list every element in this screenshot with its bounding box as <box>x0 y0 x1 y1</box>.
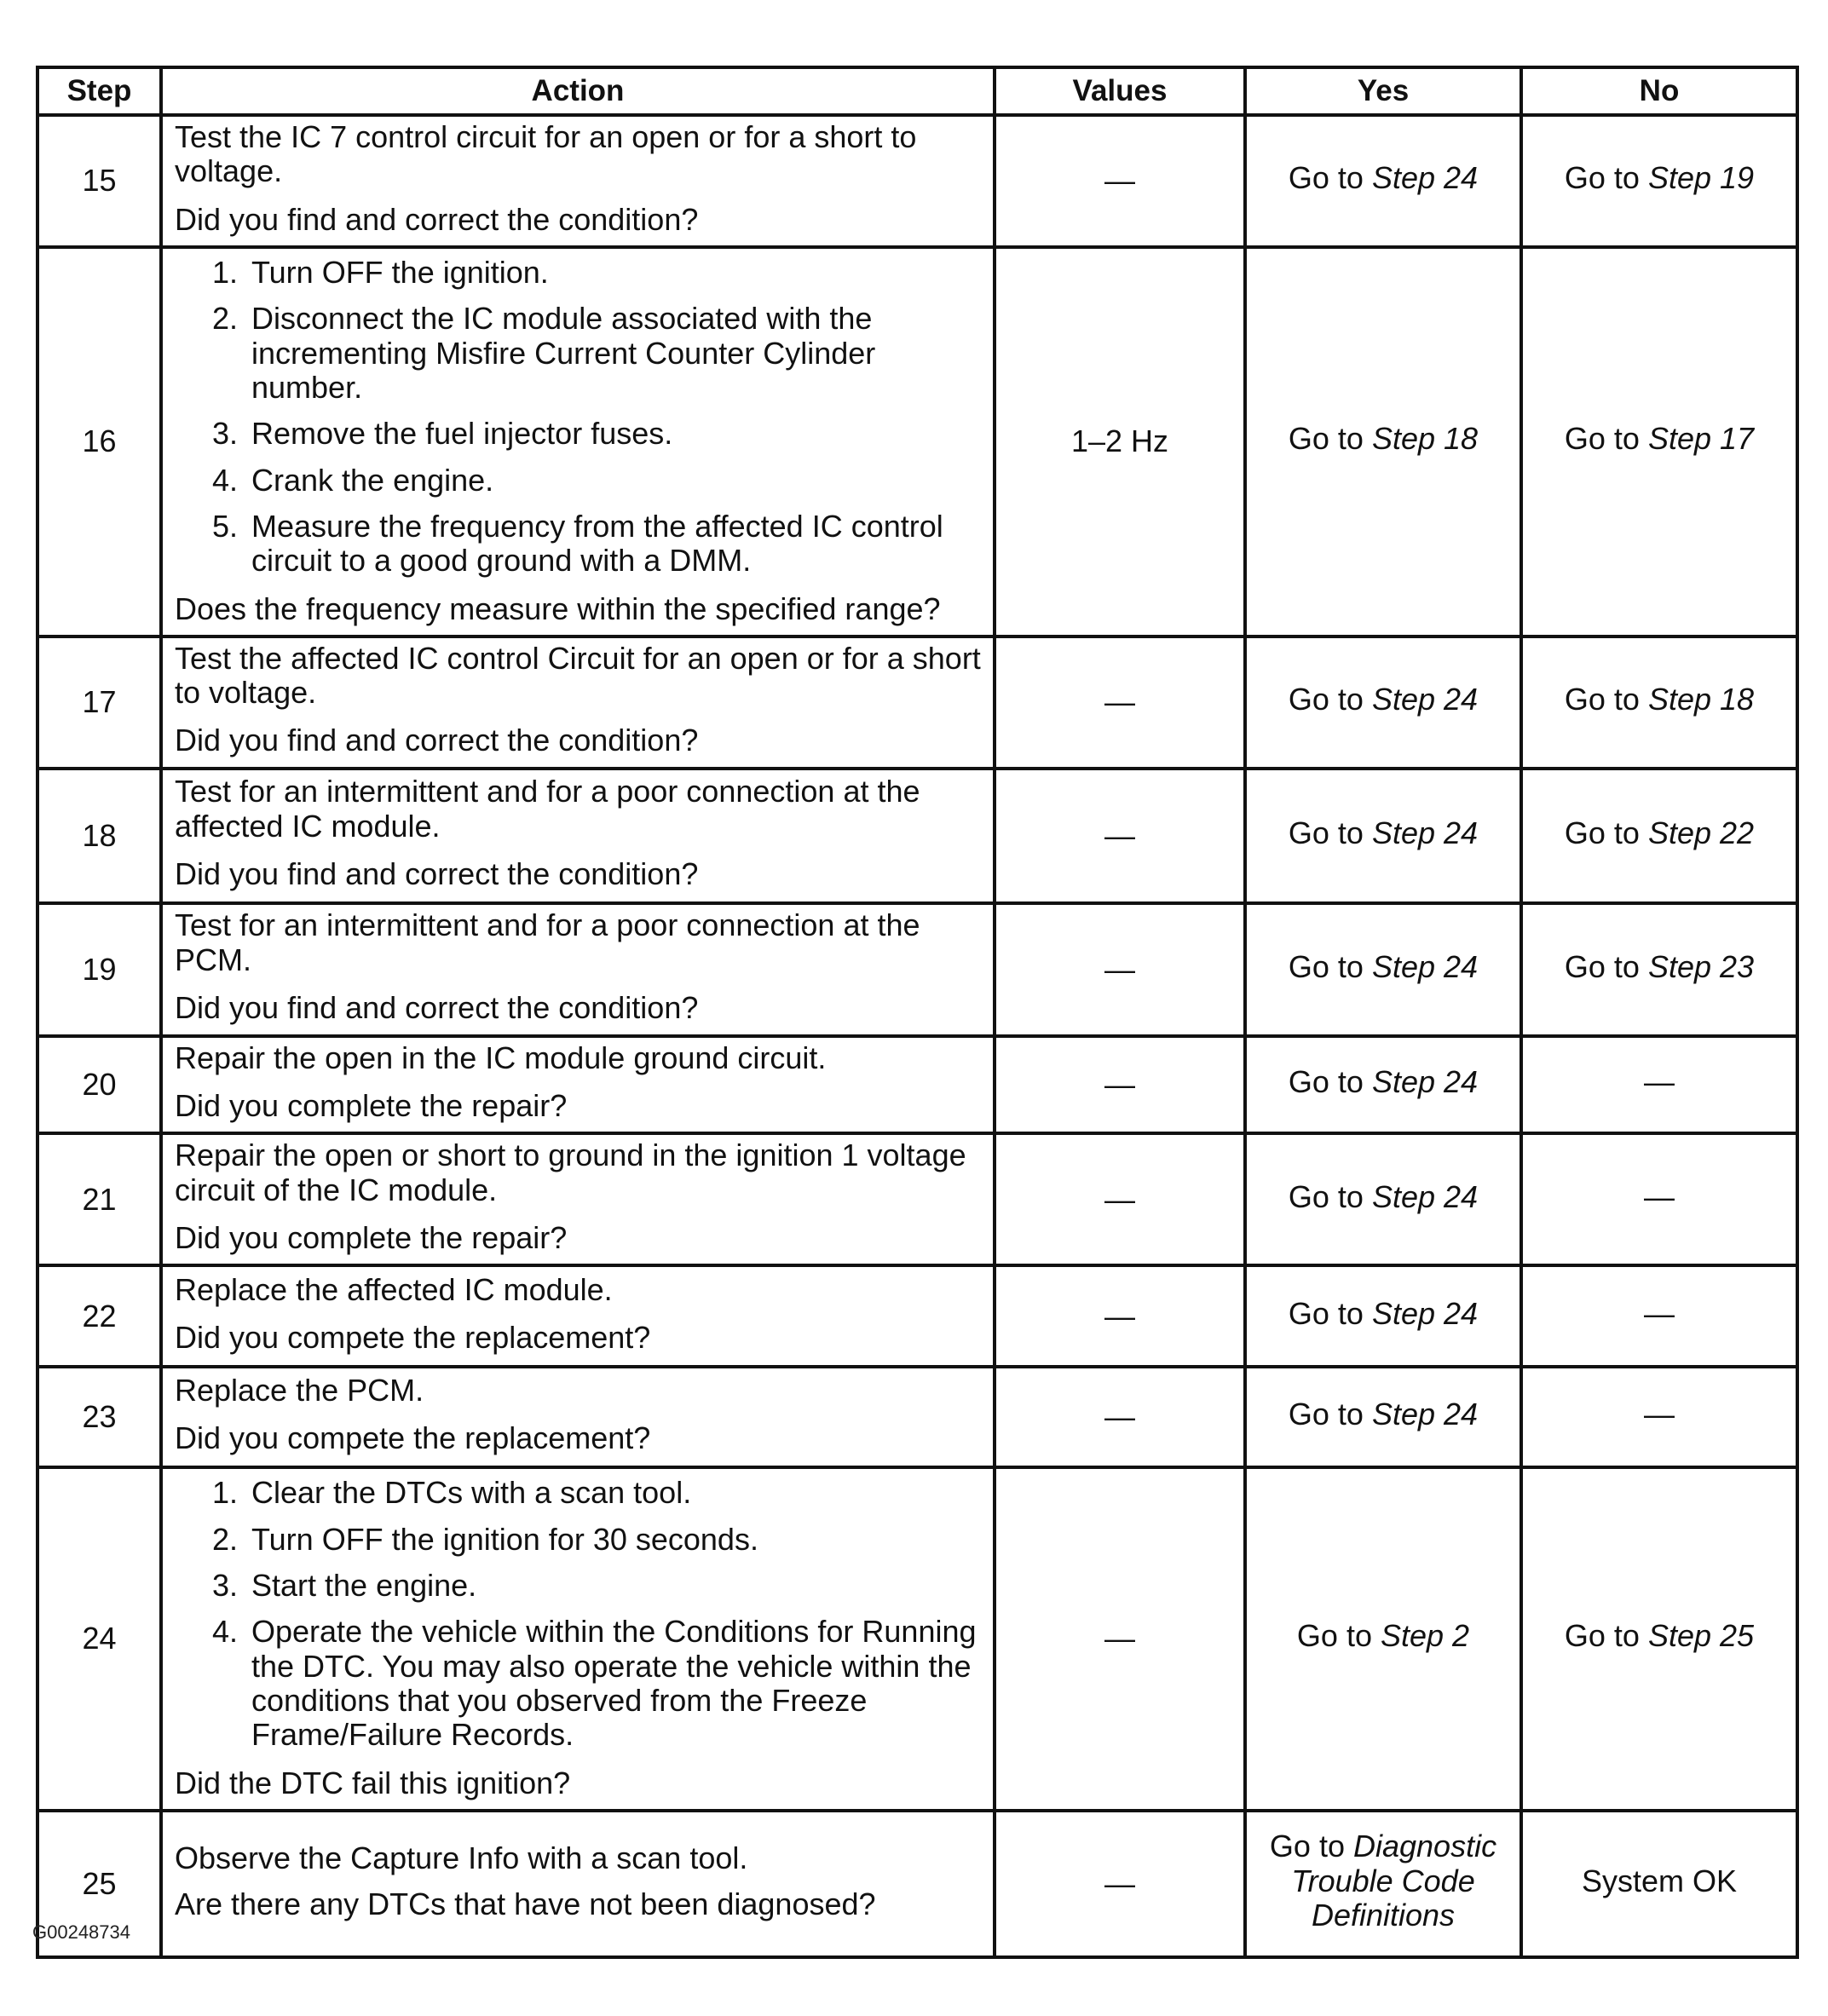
yes-step-link[interactable]: Step 24 <box>1371 682 1479 717</box>
yes-prefix: Go to <box>1288 1178 1372 1214</box>
yes-step-link[interactable]: Step 24 <box>1371 1178 1479 1214</box>
values-cell: — <box>995 1467 1245 1811</box>
action-cell <box>161 903 995 1036</box>
substep-item: 4. Crank the engine. <box>246 464 981 498</box>
table-row <box>37 1467 1797 1811</box>
substep-list <box>175 1476 981 1752</box>
step-number: 15 <box>37 115 161 247</box>
yes-prefix: Go to <box>1288 682 1372 717</box>
action-cell <box>161 636 995 769</box>
yes-cell <box>1245 115 1521 247</box>
step-number: 17 <box>37 636 161 769</box>
no-cell <box>1521 115 1797 247</box>
action-question: Are there any DTCs that have not been diagnosed? <box>175 1886 876 1921</box>
header-no: No <box>1521 67 1797 115</box>
yes-prefix: Go to <box>1288 1295 1372 1331</box>
action-instruction: Replace the PCM. <box>175 1373 424 1408</box>
yes-cell <box>1245 1133 1521 1265</box>
no-step-link[interactable]: Step 17 <box>1647 421 1755 457</box>
header-values: Values <box>995 67 1245 115</box>
substep-item: 5. Measure the frequency from the affected IC control circuit to a good ground with a DMM. <box>246 510 981 579</box>
action-instruction: Repair the open or short to ground in the ignition 1 voltage circuit of the IC module. <box>175 1138 966 1207</box>
substep-item: 2. Disconnect the IC module associated with the incrementing Misfire Current Counter Cylinder number. <box>246 302 981 405</box>
action-question: Did you find and correct the condition? <box>175 855 699 891</box>
yes-cell <box>1245 247 1521 636</box>
action-question: Did you compete the replacement? <box>175 1420 651 1456</box>
action-cell <box>161 115 995 247</box>
substep-item: 4. Operate the vehicle within the Conditions for Running the DTC. You may also operate the vehicle within the conditions that you observed from the Freeze Frame/Failure Records. <box>246 1615 981 1752</box>
no-step-link[interactable]: Step 19 <box>1647 160 1755 196</box>
header-yes: Yes <box>1245 67 1521 115</box>
action-question: Did you compete the replacement? <box>175 1319 651 1355</box>
action-cell <box>161 247 995 636</box>
action-question: Did you complete the repair? <box>175 1220 568 1256</box>
no-cell <box>1521 636 1797 769</box>
header-row <box>37 67 1797 115</box>
values-cell: — <box>995 1133 1245 1265</box>
action-cell <box>161 1367 995 1467</box>
values-cell: — <box>995 1265 1245 1367</box>
values-cell: — <box>995 1036 1245 1134</box>
table-row <box>37 1811 1797 1957</box>
action-instruction: Replace the affected IC module. <box>175 1271 613 1307</box>
figure-id: G00248734 <box>32 1921 130 1943</box>
yes-prefix: Go to <box>1288 1063 1372 1099</box>
diagnostic-table <box>36 66 1799 1959</box>
no-prefix: Go to <box>1564 1618 1648 1654</box>
substep-item: 3. Start the engine. <box>246 1569 981 1603</box>
action-question: Did you find and correct the condition? <box>175 989 699 1025</box>
no-cell: — <box>1521 1367 1797 1467</box>
yes-step-link[interactable]: Step 24 <box>1371 1063 1479 1099</box>
step-number: 21 <box>37 1133 161 1265</box>
action-instruction: Test the affected IC control Circuit for an open or for a short to voltage. <box>175 640 981 711</box>
values-cell: — <box>995 1811 1245 1957</box>
no-cell: System OK <box>1521 1811 1797 1957</box>
yes-prefix: Go to <box>1288 815 1372 850</box>
yes-cell <box>1245 1467 1521 1811</box>
substep-list <box>175 256 981 579</box>
table-row <box>37 769 1797 903</box>
action-instruction: Test for an intermittent and for a poor connection at the affected IC module. <box>175 774 920 844</box>
step-number: 24 <box>37 1467 161 1811</box>
action-question: Does the frequency measure within the specified range? <box>175 590 941 626</box>
yes-cell <box>1245 903 1521 1036</box>
action-cell <box>161 1133 995 1265</box>
yes-prefix: Go to <box>1288 160 1372 196</box>
table-row <box>37 1265 1797 1367</box>
header-step: Step <box>37 67 161 115</box>
step-number: 22 <box>37 1265 161 1367</box>
yes-step-link[interactable]: Step 24 <box>1371 948 1479 984</box>
yes-cell <box>1245 1265 1521 1367</box>
table-row <box>37 247 1797 636</box>
header-action: Action <box>161 67 995 115</box>
action-question: Did the DTC fail this ignition? <box>175 1765 571 1800</box>
values-cell: — <box>995 636 1245 769</box>
table-row <box>37 636 1797 769</box>
step-number: 19 <box>37 903 161 1036</box>
yes-cell <box>1245 769 1521 903</box>
step-number: 23 <box>37 1367 161 1467</box>
action-cell <box>161 1265 995 1367</box>
no-step-link[interactable]: Step 22 <box>1647 815 1755 850</box>
action-cell <box>161 769 995 903</box>
yes-prefix: Go to <box>1288 1397 1372 1432</box>
no-cell <box>1521 1467 1797 1811</box>
yes-step-link[interactable]: Step 2 <box>1380 1618 1470 1654</box>
action-cell <box>161 1811 995 1957</box>
action-instruction: Test the IC 7 control circuit for an open or for a short to voltage. <box>175 119 917 189</box>
no-cell: — <box>1521 1036 1797 1134</box>
yes-prefix: Go to <box>1296 1618 1381 1654</box>
values-cell: — <box>995 769 1245 903</box>
no-prefix: Go to <box>1564 421 1648 457</box>
table-row <box>37 903 1797 1036</box>
yes-step-link[interactable]: Step 24 <box>1371 1295 1479 1331</box>
yes-prefix: Go to <box>1288 948 1372 984</box>
yes-step-link[interactable]: Step 24 <box>1371 160 1479 196</box>
step-number: 25 <box>37 1811 161 1957</box>
no-step-link[interactable]: Step 23 <box>1647 948 1755 984</box>
step-number: 18 <box>37 769 161 903</box>
step-number: 16 <box>37 247 161 636</box>
action-question: Did you find and correct the condition? <box>175 201 699 237</box>
values-cell: — <box>995 115 1245 247</box>
yes-step-link[interactable]: Step 24 <box>1371 815 1479 850</box>
action-cell <box>161 1467 995 1811</box>
table-row <box>37 1133 1797 1265</box>
values-cell: 1–2 Hz <box>995 247 1245 636</box>
action-instruction: Test for an intermittent and for a poor connection at the PCM. <box>175 907 920 977</box>
action-question: Did you complete the repair? <box>175 1088 568 1124</box>
yes-cell <box>1245 636 1521 769</box>
yes-step-link[interactable]: Step 18 <box>1371 421 1479 457</box>
yes-cell <box>1245 1811 1521 1957</box>
table-row <box>37 1367 1797 1467</box>
yes-prefix: Go to <box>1269 1829 1353 1864</box>
no-prefix: Go to <box>1564 815 1648 850</box>
no-prefix: Go to <box>1564 682 1648 717</box>
no-cell <box>1521 769 1797 903</box>
no-cell <box>1521 247 1797 636</box>
no-step-link[interactable]: Step 18 <box>1647 682 1755 717</box>
yes-cell <box>1245 1036 1521 1134</box>
no-prefix: Go to <box>1564 160 1648 196</box>
no-prefix: Go to <box>1564 948 1648 984</box>
no-step-link[interactable]: Step 25 <box>1647 1618 1755 1654</box>
values-cell: — <box>995 903 1245 1036</box>
step-number: 20 <box>37 1036 161 1134</box>
substep-item: 2. Turn OFF the ignition for 30 seconds. <box>246 1523 981 1557</box>
no-cell <box>1521 903 1797 1036</box>
action-cell <box>161 1036 995 1134</box>
yes-step-link[interactable]: Step 24 <box>1371 1397 1479 1432</box>
dtc-definitions-link[interactable]: Diagnostic Trouble Code Definitions <box>1291 1829 1497 1933</box>
table-row <box>37 115 1797 247</box>
action-instruction: Observe the Capture Info with a scan tool. <box>175 1840 748 1875</box>
substep-item: 3. Remove the fuel injector fuses. <box>246 417 981 451</box>
table-row <box>37 1036 1797 1134</box>
yes-cell <box>1245 1367 1521 1467</box>
no-cell: — <box>1521 1265 1797 1367</box>
values-cell: — <box>995 1367 1245 1467</box>
substep-item: 1. Clear the DTCs with a scan tool. <box>246 1476 981 1510</box>
no-cell: — <box>1521 1133 1797 1265</box>
action-question: Did you find and correct the condition? <box>175 723 699 758</box>
action-instruction: Repair the open in the IC module ground circuit. <box>175 1040 827 1075</box>
substep-item: 1. Turn OFF the ignition. <box>246 256 981 290</box>
yes-prefix: Go to <box>1288 421 1372 457</box>
